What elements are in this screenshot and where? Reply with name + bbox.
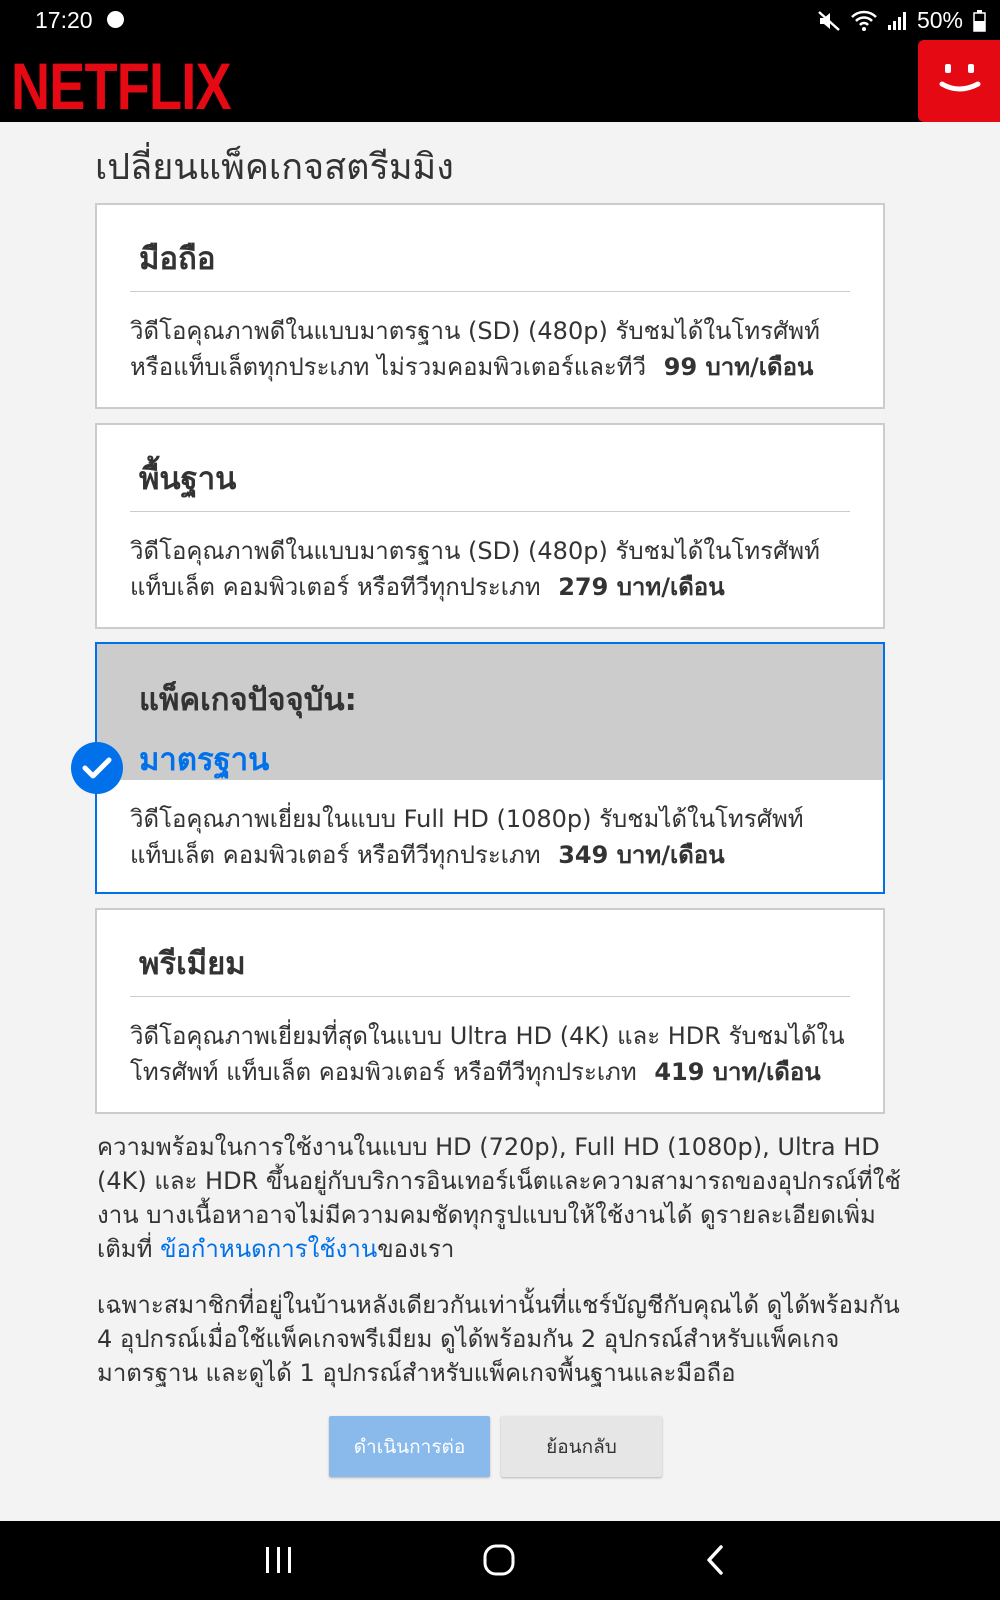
availability-note <box>97 1130 907 1266</box>
plan-price: 279 บาท/เดือน <box>558 573 725 601</box>
battery-text: 50% <box>916 7 963 33</box>
netflix-logo[interactable]: NETFLIX <box>11 49 231 123</box>
battery-icon <box>973 10 986 32</box>
signal-icon <box>887 11 907 31</box>
plan-name: มาตรฐาน <box>139 742 270 778</box>
system-nav-bar <box>0 1521 1000 1600</box>
plan-description <box>130 801 863 873</box>
smiley-profile-icon[interactable] <box>918 40 1000 122</box>
plan-price: 99 บาท/เดือน <box>663 353 814 381</box>
divider <box>130 996 850 997</box>
availability-text: ความพร้อมในการใช้งานในแบบ HD (720p), Full HD (1080p), Ultra HD (4K) และ HDR ขึ้นอยู่กับบริการอินเทอร์เน็ตและความสามารถของอุปกรณ์ที่ใช้งาน บางเนื้อหาอาจไม่มีความคมชัดทุกรูปแบบให้ใช้งานได้ ดูรายละเอียดเพิ่มเติมที่ <box>97 1133 901 1263</box>
plan-name: มือถือ <box>139 241 216 277</box>
plan-card-standard[interactable] <box>95 642 885 894</box>
current-plan-label: แพ็คเกจปัจจุบัน: <box>139 682 357 718</box>
status-time: 17:20 <box>35 7 93 33</box>
checkmark-icon <box>71 742 123 794</box>
terms-suffix: ของเรา <box>377 1235 455 1263</box>
current-plan-header <box>97 644 883 780</box>
household-note: เฉพาะสมาชิกที่อยู่ในบ้านหลังเดียวกันเท่านั้นที่แชร์บัญชีกับคุณได้ ดูได้พร้อมกัน 4 อุปกรณ์เมื่อใช้แพ็คเกจพรีเมียม ดูได้พร้อมกัน 2 อุปกรณ์สำหรับแพ็คเกจมาตรฐาน และดูได้ 1 อุปกรณ์สำหรับแพ็คเกจพื้นฐานและมือถือ <box>97 1291 900 1387</box>
back-button[interactable]: ย้อนกลับ <box>501 1416 662 1477</box>
app-header <box>0 40 1000 122</box>
notification-dot-icon <box>107 11 124 28</box>
plan-description <box>130 533 863 605</box>
recent-apps-icon[interactable] <box>264 1543 294 1581</box>
plan-price: 419 บาท/เดือน <box>654 1058 821 1086</box>
continue-button[interactable]: ดำเนินการต่อ <box>329 1416 490 1477</box>
page-title: เปลี่ยนแพ็คเกจสตรีมมิง <box>95 147 454 188</box>
divider <box>130 511 850 512</box>
plan-description-text: วิดีโอคุณภาพดีในแบบมาตรฐาน (SD) (480p) รับชมได้ในโทรศัพท์ แท็บเล็ต คอมพิวเตอร์ หรือทีวีทุกประเภท <box>130 537 820 601</box>
plan-description-text: วิดีโอคุณภาพเยี่ยมในแบบ Full HD (1080p) รับชมได้ในโทรศัพท์ แท็บเล็ต คอมพิวเตอร์ หรือทีวีทุกประเภท <box>130 805 804 869</box>
plan-card-basic[interactable] <box>95 423 885 629</box>
plan-name: พื้นฐาน <box>139 461 237 497</box>
plan-description-text: วิดีโอคุณภาพเยี่ยมที่สุดในแบบ Ultra HD (4K) และ HDR รับชมได้ใน โทรศัพท์ แท็บเล็ต คอมพิวเตอร์ หรือทีวีทุกประเภท <box>130 1022 845 1086</box>
divider <box>130 291 850 292</box>
plan-description-text: วิดีโอคุณภาพดีในแบบมาตรฐาน (SD) (480p) รับชมได้ในโทรศัพท์ หรือแท็บเล็ตทุกประเภท ไม่รวมคอมพิวเตอร์และทีวี <box>130 317 820 381</box>
plan-card-mobile[interactable] <box>95 203 885 409</box>
mute-icon <box>817 10 841 32</box>
terms-of-use-link[interactable]: ข้อกำหนดการใช้งาน <box>160 1235 378 1263</box>
plan-price: 349 บาท/เดือน <box>558 841 725 869</box>
plan-name: พรีเมียม <box>139 946 246 982</box>
plan-description <box>130 313 863 385</box>
status-bar <box>0 0 1000 40</box>
back-nav-icon[interactable] <box>704 1543 726 1581</box>
plan-card-premium[interactable] <box>95 908 885 1114</box>
wifi-icon <box>851 10 877 32</box>
status-icons <box>817 7 986 34</box>
home-icon[interactable] <box>482 1543 516 1581</box>
plan-description <box>130 1018 863 1090</box>
